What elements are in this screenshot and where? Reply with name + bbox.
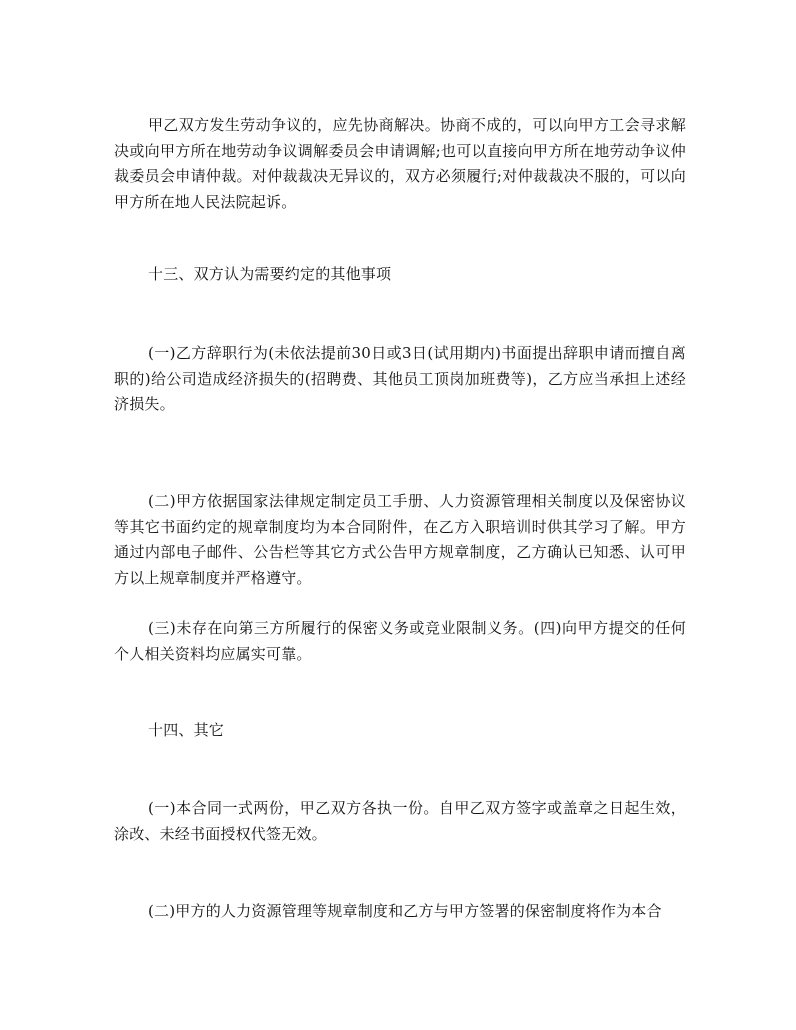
- paragraph-13-item-1: (一)乙方辞职行为(未依法提前30日或3日(试用期内)书面提出辞职申请而擅自离职的)给公司造成经济损失的(招聘费、其他员工顶岗加班费等)，乙方应当承担上述经济损失。: [114, 344, 686, 413]
- paragraph-dispute-resolution: 甲乙双方发生劳动争议的，应先协商解决。协商不成的，可以向甲方工会寻求解决或向甲方所在地劳动争议调解委员会申请调解;也可以直接向甲方所在地劳动争议仲裁委员会申请仲裁。对仲裁裁决无异议的，双方必须履行;对仲裁裁决不服的，可以向甲方所在地人民法院起诉。: [114, 116, 686, 211]
- paragraph-14-item-1: (一)本合同一式两份，甲乙双方各执一份。自甲乙双方签字或盖章之日起生效，涂改、未经书面授权代签无效。: [114, 799, 686, 843]
- paragraph-13-item-2: (二)甲方依据国家法律规定制定员工手册、人力资源管理相关制度以及保密协议等其它书面约定的规章制度均为本合同附件，在乙方入职培训时供其学习了解。甲方通过内部电子邮件、公告栏等其它方式公告甲方规章制度，乙方确认已知悉、认可甲方以上规章制度并严格遵守。: [114, 492, 686, 587]
- paragraph-14-item-2: (二)甲方的人力资源管理等规章制度和乙方与甲方签署的保密制度将作为本合: [148, 902, 662, 920]
- section-heading-13: 十三、双方认为需要约定的其他事项: [148, 265, 392, 283]
- paragraph-13-item-3-4: (三)未存在向第三方所履行的保密义务或竞业限制义务。(四)向甲方提交的任何个人相关资料均应属实可靠。: [114, 619, 686, 663]
- section-heading-14: 十四、其它: [148, 721, 225, 739]
